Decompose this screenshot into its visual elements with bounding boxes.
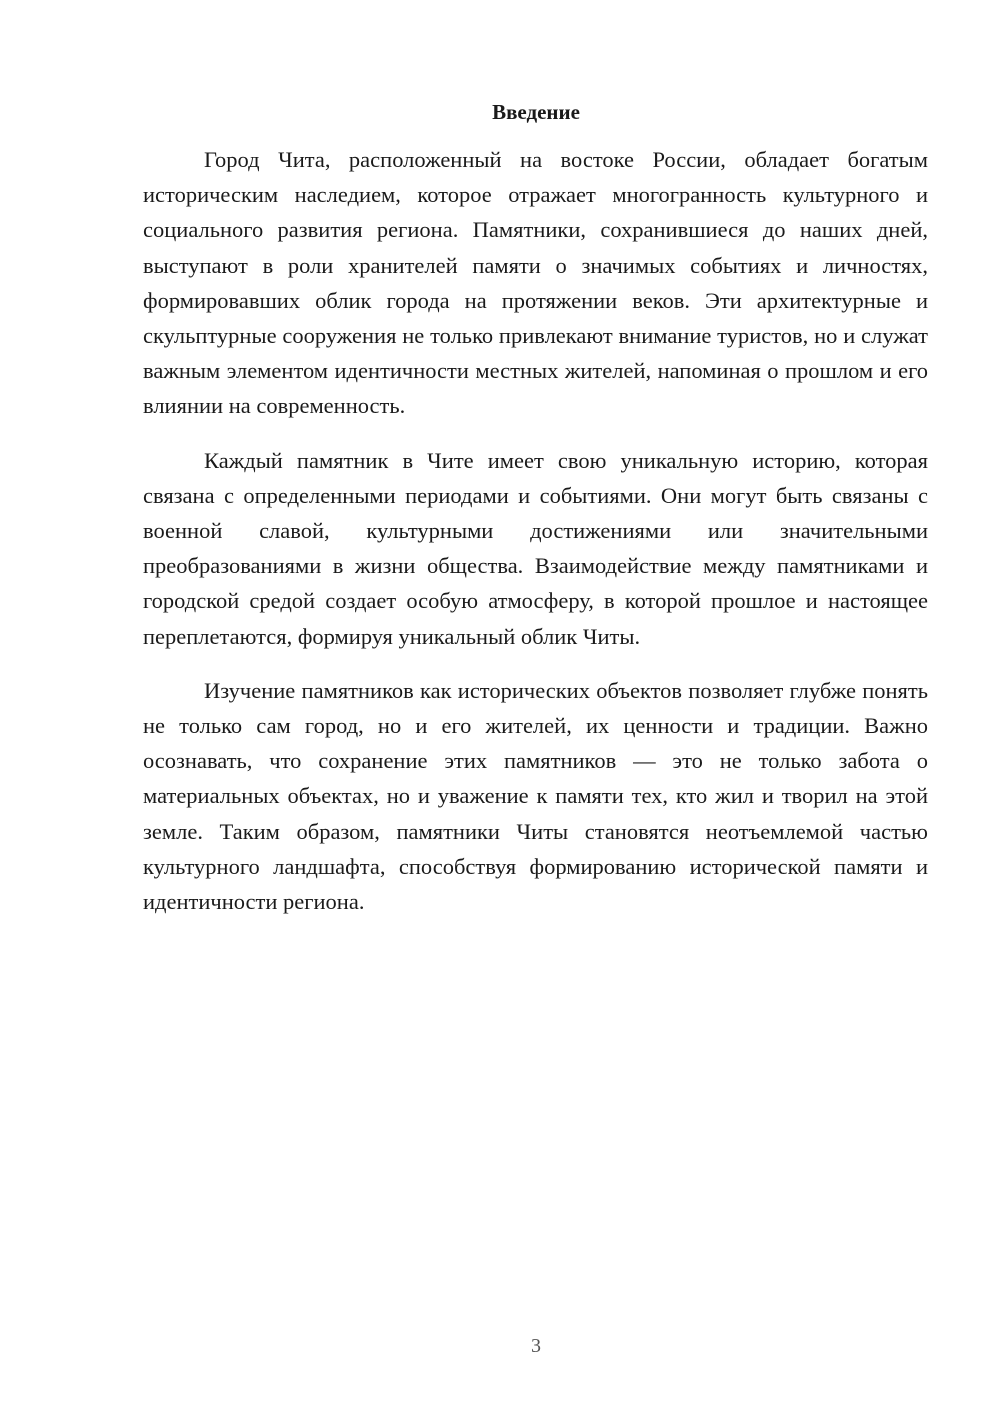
document-body: [143, 142, 928, 938]
paragraph-3: Изучение памятников как исторических объектов позволяет глубже понять не только сам город, но и его жителей, их ценности и традиции. Важно осознавать, что сохранение этих памятников — это не только забота о материальных объектах, но и уважение к памяти тех, кто жил и творил на этой земле. Таким образом, памятники Читы становятся неотъемлемой частью культурного ландшафта, способствуя формированию исторической памяти и идентичности региона.: [143, 677, 928, 915]
page-title: Введение: [492, 100, 580, 124]
page-number: 3: [531, 1335, 541, 1357]
paragraph-2: Каждый памятник в Чите имеет свою уникальную историю, которая связана с определенными периодами и событиями. Они могут быть связаны с военной славой, культурными достижениями или значительными преобразованиями в жизни общества. Взаимодействие между памятниками и городской средой создает особую атмосферу, в которой прошлое и настоящее переплетаются, формируя уникальный облик Читы.: [143, 447, 928, 649]
paragraph-1: Город Чита, расположенный на востоке России, обладает богатым историческим наследием, которое отражает многогранность культурного и социального развития региона. Памятники, сохранившиеся до наших дней, выступают в роли хранителей памяти о значимых событиях и личностях, формировавших облик города на протяжении веков. Эти архитектурные и скульптурные сооружения не только привлекают внимание туристов, но и служат важным элементом идентичности местных жителей, напоминая о прошлом и его влиянии на современность.: [143, 147, 928, 419]
